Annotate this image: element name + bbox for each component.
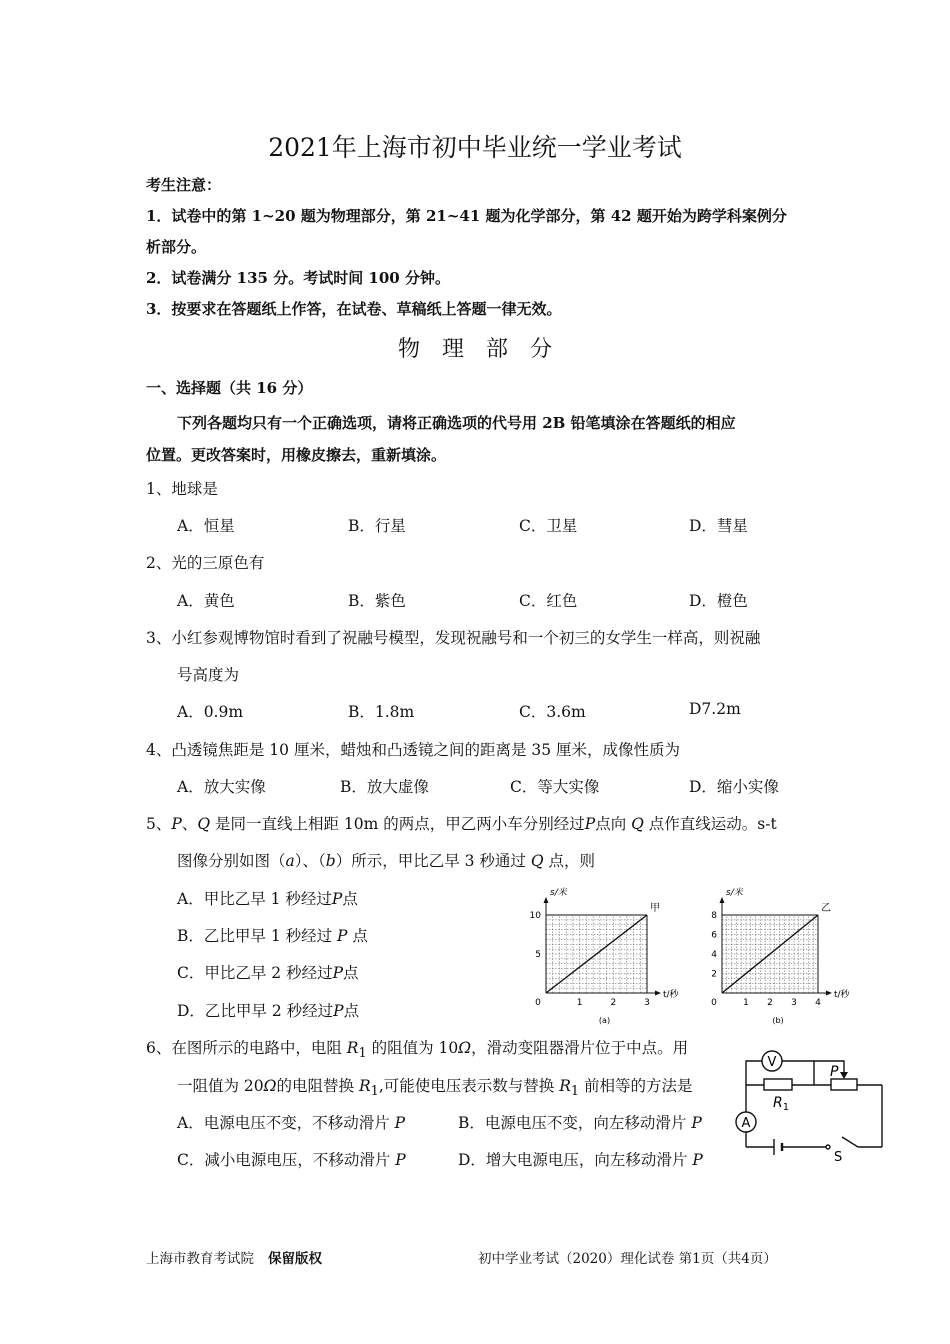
q4-option-c: C．等大实像 xyxy=(510,778,600,796)
q5-option-b: B．乙比甲早 1 秒经过 P 点 xyxy=(177,927,368,945)
chart-b xyxy=(711,887,850,1025)
part1-instruction-1: 下列各题均只有一个正确选项，请将正确选项的代号用 2B 铅笔填涂在答题纸的相应 xyxy=(177,414,736,432)
q3-option-c: C．3.6m xyxy=(519,703,586,721)
q6-option-d: D．增大电源电压，向左移动滑片 P xyxy=(458,1151,703,1169)
part1-heading: 一、选择题（共 16 分） xyxy=(146,379,313,397)
slider-wire xyxy=(814,1061,844,1085)
chart-a-series-title: 甲 xyxy=(650,903,660,914)
q6-option-b: B．电源电压不变，向左移动滑片 P xyxy=(458,1114,702,1132)
voltmeter-wire-left xyxy=(746,1061,762,1085)
q2-option-b: B．紫色 xyxy=(348,592,406,610)
q1-stem: 1、地球是 xyxy=(146,480,218,498)
q1-option-b: B．行星 xyxy=(348,517,406,535)
chart-a-x-tick-label: 0 xyxy=(535,998,541,1008)
chart-a-panel-label: (a) xyxy=(598,1016,611,1025)
switch-blade xyxy=(842,1137,858,1147)
q5-option-a: A．甲比乙早 1 秒经过P点 xyxy=(177,890,358,908)
q5-stem-1: 5、P、Q 是同一直线上相距 10m 的两点，甲乙两小车分别经过P点向 Q 点作直线运动。s-t xyxy=(146,815,777,833)
switch-contact xyxy=(826,1145,830,1149)
resistor-label: $R_1$ xyxy=(773,1095,790,1113)
chart-b-x-tick-label: 2 xyxy=(767,998,773,1008)
chart-a-y-arrow xyxy=(544,897,549,903)
circuit-diagram xyxy=(728,1045,888,1165)
slider-label: P xyxy=(830,1064,839,1080)
q1-option-a: A．恒星 xyxy=(177,517,235,535)
q4-option-a: A．放大实像 xyxy=(177,778,266,796)
chart-a-y-tick-label: 10 xyxy=(529,911,541,921)
q1-option-d: D．彗星 xyxy=(689,517,748,535)
voltmeter-label: V xyxy=(767,1055,777,1070)
q2-option-c: C．红色 xyxy=(519,592,578,610)
chart-b-y-tick-label: 4 xyxy=(711,950,717,960)
section-title: 物理部分 xyxy=(397,337,574,362)
notice-item-1-cont: 析部分。 xyxy=(146,238,207,256)
chart-b-x-tick-label: 1 xyxy=(743,998,749,1008)
chart-a-x-arrow xyxy=(655,991,661,996)
q3-option-a: A．0.9m xyxy=(177,703,244,721)
chart-a-y-tick-label: 5 xyxy=(535,950,541,960)
q2-option-a: A．黄色 xyxy=(177,592,235,610)
q6-stem-2: 一阻值为 20Ω的电阻替换 $R_1$,可能使电压表示数与替换 $R_1$ 前相等的方法是 xyxy=(177,1077,693,1100)
notice-heading: 考生注意： xyxy=(146,176,222,194)
rheostat xyxy=(831,1079,857,1090)
q1-option-c: C．卫星 xyxy=(519,517,578,535)
footer-org: 上海市教育考试院 xyxy=(146,1251,254,1267)
chart-b-x-tick-label: 3 xyxy=(791,998,797,1008)
switch-label: S xyxy=(834,1150,843,1165)
chart-a-x-tick-label: 3 xyxy=(644,998,650,1008)
q3-option-d: D7.2m xyxy=(689,700,741,718)
resistor-r1 xyxy=(764,1079,792,1090)
footer-rights: 保留版权 xyxy=(268,1251,322,1267)
q5-stem-2: 图像分别如图（a）、（b）所示，甲比乙早 3 秒通过 Q 点，则 xyxy=(177,852,596,870)
q2-stem: 2、光的三原色有 xyxy=(146,554,265,572)
chart-a-x-tick-label: 2 xyxy=(610,998,617,1008)
chart-b-x-tick-label: 4 xyxy=(815,998,821,1008)
q6-option-a: A．电源电压不变，不移动滑片 P xyxy=(177,1114,406,1132)
chart-a-x-label: t/秒 xyxy=(663,990,679,1000)
chart-a-x-tick-label: 1 xyxy=(576,998,583,1008)
q5-option-c: C．甲比乙早 2 秒经过P点 xyxy=(177,964,359,982)
q5-option-d: D．乙比甲早 2 秒经过P点 xyxy=(177,1002,360,1020)
part1-instruction-2: 位置。更改答案时，用橡皮擦去，重新填涂。 xyxy=(146,446,447,464)
notice-item-2: 2．试卷满分 135 分。考试时间 100 分钟。 xyxy=(146,269,450,287)
chart-b-y-tick-label: 2 xyxy=(711,969,717,980)
q3-stem-1: 3、小红参观博物馆时看到了祝融号模型，发现祝融号和一个初三的女学生一样高，则祝融 xyxy=(146,629,761,647)
chart-b-x-label: t/秒 xyxy=(834,990,850,1000)
exam-title: 2021年上海市初中毕业统一学业考试 xyxy=(268,133,682,162)
q4-option-d: D．缩小实像 xyxy=(689,778,779,796)
q4-stem: 4、凸透镜焦距是 10 厘米，蜡烛和凸透镜之间的距离是 35 厘米，成像性质为 xyxy=(146,741,681,759)
chart-b-y-label: s/米 xyxy=(726,888,743,898)
q3-stem-2: 号高度为 xyxy=(177,666,240,684)
notice-item-1: 1．试卷中的第 1~20 题为物理部分，第 21~41 题为化学部分，第 42 题开始为跨学科案例分 xyxy=(146,207,787,225)
ammeter-label: A xyxy=(741,1116,751,1131)
slider-arrow xyxy=(840,1072,848,1079)
chart-b-y-arrow xyxy=(720,897,725,903)
chart-b-panel-label: (b) xyxy=(772,1016,784,1025)
chart-b-series-title: 乙 xyxy=(821,903,831,914)
chart-a xyxy=(530,887,680,1025)
q2-option-d: D．橙色 xyxy=(689,592,748,610)
chart-b-x-tick-label: 0 xyxy=(711,998,717,1008)
chart-b-y-tick-label: 8 xyxy=(711,911,717,921)
footer-page-info: 初中学业考试（2020）理化试卷 第1页（共4页） xyxy=(478,1251,777,1267)
chart-b-x-arrow xyxy=(826,991,832,996)
q6-stem-1: 6、在图所示的电路中，电阻 $R_1$ 的阻值为 10Ω，滑动变阻器滑片位于中点。用 xyxy=(146,1039,689,1062)
chart-a-y-label: s/米 xyxy=(550,888,567,898)
footer-left xyxy=(146,1247,322,1267)
q3-option-b: B．1.8m xyxy=(348,703,415,721)
notice-item-3: 3．按要求在答题纸上作答，在试卷、草稿纸上答题一律无效。 xyxy=(146,300,562,318)
st-graphs xyxy=(520,870,860,1035)
chart-b-y-tick-label: 6 xyxy=(711,930,717,941)
q6-option-c: C．减小电源电压，不移动滑片 P xyxy=(177,1151,406,1169)
q4-option-b: B．放大虚像 xyxy=(340,778,429,796)
